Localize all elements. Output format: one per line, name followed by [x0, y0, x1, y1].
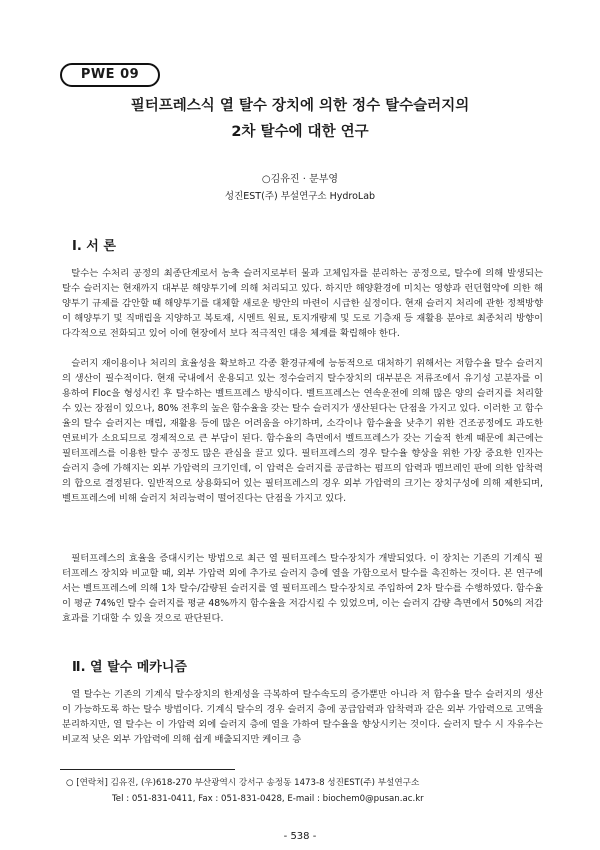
footnote-divider — [60, 769, 235, 770]
footnote-contact: ○ [연락처] 김유진, (우)618-270 부산광역시 강서구 송정동 1473-8 성진EST(주) 부설연구소 — [66, 778, 420, 788]
section-2-heading: Ⅱ. 열 탈수 메카니즘 — [72, 660, 187, 675]
session-tag: PWE 09 — [60, 63, 160, 87]
authors: ○김유진 · 문부영 — [261, 174, 339, 185]
intro-paragraph-1: 탈수는 수처리 공정의 최종단계로서 농축 슬러지로부터 물과 고체입자를 분리하는 공정으로, 탈수에 의해 발생되는 탈수 슬러지는 현재까지 대부분 해양투기에 의해 처리되고 있다. 하지만 해양환경에 미치는 영향과 런던협약에 의한 해양투기 규제를 감안할 때 해양투기를 대체할 새로운 방안의 마련이 시급한 실정이다. 현재 슬러지 처리에 관한 정책방향이 해양투기 및 직매립을 지양하고 복토재, 시멘트 원료, 토지개량제 및 도로 기층재 등 재활용 분야로 최종처리 방향이 다각적으로 전화되고 있어 이에 현장에서 보다 적극적인 대응 체계를 확립해야 한다. — [62, 268, 543, 339]
intro-paragraph-2: 슬러지 재이용이나 처리의 효율성을 확보하고 각종 환경규제에 능동적으로 대처하기 위해서는 저함수율 탈수 슬러지의 생산이 필수적이다. 현재 국내에서 운용되고 있는 정수슬러지 탈수장치의 대부분은 저류조에서 유기성 고분자를 이용하여 Floc을 형성시킨 후 탈수하는 벨트프레스 방식이다. 벨트프레스는 연속운전에 의해 많은 양의 슬러지를 처리할 수 있는 장점이 있으나, 80% 전후의 높은 함수율을 갖는 탈수 슬러지가 생산된다는 단점을 가지고 있다. 이러한 고 함수율의 탈수 슬러지는 매립, 재활용 등에 많은 어려움을 야기하며, 소각이나 함수율을 낮추기 위한 건조공정에도 과도한 연료비가 소요되므로 경제적으로 큰 부담이 된다. 함수율의 측면에서 벨트프레스가 갖는 기술적 한계 때문에 최근에는 필터프레스를 이용한 탈수 공정도 많은 관심을 끌고 있다. 필터프레스의 경우 탈수율 향상을 위한 가장 중요한 인자는 슬러지 층에 가해지는 외부 가압력의 크기인데, 이 압력은 슬러지를 공급하는 펌프의 압력과 멤브레인 판에 의한 압착력의 합으로 결정된다. 일반적으로 상용화되어 있는 필터프레스의 경우 외부 가압력의 크기는 장치구성에 의해 제한되며, 벨트프레스에 비해 슬러지 처리능력이 떨어진다는 단점을 가지고 있다. — [62, 358, 543, 504]
footnote-phone-email: Tel : 051-831-0411, Fax : 051-831-0428, E-mail : biochem0@pusan.ac.kr — [112, 794, 424, 804]
mechanism-paragraph: 열 탈수는 기존의 기계식 탈수장치의 한계성을 극복하여 탈수속도의 증가뿐만 아니라 저 함수율 탈수 슬러지의 생산이 가능하도록 하는 탈수 방법이다. 기계식 탈수의 경우 슬러지 층에 공급압력과 압착력과 같은 외부 가압력으로 고액을 분리하지만, 열 탈수는 이 가압력 외에 슬러지 층에 열을 가하여 탈수율을 향상시키는 것이다. 슬러지 탈수 시 자유수는 비교적 낮은 외부 가압력에 의해 쉽게 배출되지만 케이크 층 — [62, 689, 543, 745]
footnote — [66, 775, 424, 807]
intro-paragraph-3: 필터프레스의 효율을 증대시키는 방법으로 최근 열 필터프레스 탈수장치가 개발되었다. 이 장치는 기존의 기계식 필터프레스 장치와 비교할 때, 외부 가압력 외에 추가로 슬러지 층에 열을 가함으로서 탈수를 촉진하는 것이다. 본 연구에서는 벨트프레스에 의해 1차 탈수/감량된 슬러지를 열 필터프레스 탈수장치로 주입하여 2차 탈수를 수행하였다. 함수율이 평균 74%인 탈수 슬러지를 평균 48%까지 함수율을 저감시킬 수 있었으며, 이는 슬러지 감량 측면에서 50%의 저감 효과를 기대할 수 있을 것으로 판단된다. — [62, 553, 543, 624]
page-number: - 538 - — [283, 831, 317, 842]
section-1-heading: Ⅰ. 서 론 — [72, 239, 116, 254]
title-line-2: 2차 탈수에 대한 연구 — [231, 124, 369, 140]
title-line-1: 필터프레스식 열 탈수 장치에 의한 정수 탈수슬러지의 — [130, 98, 470, 114]
paper-title — [40, 93, 560, 145]
affiliation: 성진EST(주) 부설연구소 HydroLab — [224, 191, 376, 202]
